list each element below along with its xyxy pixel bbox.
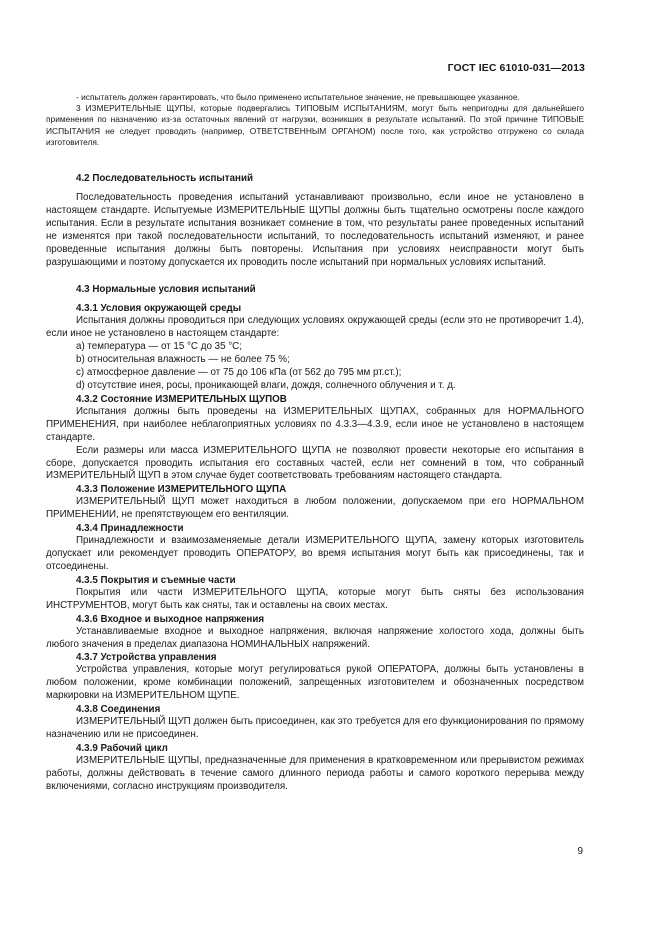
section-heading-4-3-3: 4.3.3 Положение ИЗМЕРИТЕЛЬНОГО ЩУПА (76, 484, 287, 496)
section-text-4-3-6: Устанавливаемые входное и выходное напряжения, включая напряжение холостого хода, должны быть любого значения в пределах диапазона НОМИНАЛЬНЫХ напряжений. (46, 625, 584, 650)
list-item-a: a) температура — от 15 °С до 35 °С; (76, 341, 242, 353)
list-item-c: c) атмосферное давление — от 75 до 106 кПа (от 562 до 795 мм рт.ст.); (76, 367, 402, 379)
list-item-d: d) отсутствие инея, росы, проникающей влаги, дождя, солнечного облучения и т. д. (76, 379, 456, 391)
section-heading-4-3-6: 4.3.6 Входное и выходное напряжения (76, 613, 265, 625)
section-text-4-3-2-a: Испытания должны быть проведены на ИЗМЕРИТЕЛЬНЫХ ЩУПАХ, собранных для НОРМАЛЬНОГО ПРИМЕНЕНИЯ, при наиболее неблагоприятных условиях по 4.3.3—4.3.9, если иное не установлено в настоящем стандарте. (46, 405, 584, 443)
page-number: 9 (577, 846, 583, 857)
section-heading-4-3-1: 4.3.1 Условия окружающей среды (76, 303, 242, 315)
document-header: ГОСТ IEC 61010-031—2013 (447, 62, 585, 74)
note-paragraph-2: 3 ИЗМЕРИТЕЛЬНЫЕ ЩУПЫ, которые подвергались ТИПОВЫМ ИСПЫТАНИЯМ, могут быть непригодны для дальнейшего применения по назначению из-за остаточных явлений от нагрузки, возникших в результате испытаний. По этой причине ТИПОВЫЕ ИСПЫТАНИЯ не следует проводить (например, ОТВЕТСТВЕННЫМ ОРГАНОМ) после того, как устройство отгружено со склада изготовителя. (46, 103, 584, 147)
section-heading-4-3: 4.3 Нормальные условия испытаний (76, 284, 256, 296)
section-text-4-3-5: Покрытия или части ИЗМЕРИТЕЛЬНОГО ЩУПА, которые могут быть сняты без использования ИНСТРУМЕНТОВ, могут быть как сняты, так и оставлены на своих местах. (46, 586, 584, 611)
section-text-4-3-9: ИЗМЕРИТЕЛЬНЫЕ ЩУПЫ, предназначенные для применения в кратковременном или прерывистом режимах работы, должны действовать в течение самого длинного периода работы и самого короткого перерыва между включениями, согласно инструкциям производителя. (46, 755, 584, 792)
section-text-4-3-4: Принадлежности и взаимозаменяемые детали ИЗМЕРИТЕЛЬНОГО ЩУПА, замену которых изготовитель допускает или рекомендует проводить ОПЕРАТОРУ, во время испытания могут быть как присоединены, так и отсоединены. (46, 535, 584, 572)
list-item-b: b) относительная влажность — не более 75 %; (76, 354, 290, 366)
section-heading-4-3-4: 4.3.4 Принадлежности (76, 523, 184, 535)
section-heading-4-3-7: 4.3.7 Устройства управления (76, 652, 217, 664)
section-text-4-3-7: Устройства управления, которые могут регулироваться рукой ОПЕРАТОРА, должны быть установлены в любом положении, кроме комбинации положений, запрещенных изготовителем и обозначенных посредством маркировки на ИЗМЕРИТЕЛЬНОМ ЩУПЕ. (46, 664, 584, 702)
section-heading-4-2: 4.2 Последовательность испытаний (76, 173, 253, 185)
section-text-4-3-8: ИЗМЕРИТЕЛЬНЫЙ ЩУП должен быть присоединен, как это требуется для его функционирования по прямому назначению или не присоединен. (46, 716, 584, 741)
section-text-4-2: Последовательность проведения испытаний устанавливают произвольно, если иное не установлено в настоящем стандарте. Испытуемые ИЗМЕРИТЕЛЬНЫЕ ЩУПЫ должны быть тщательно осмотрены после каждого испытания. Если в результате испытания возникает сомнение в том, что результаты ранее проведенных испытаний не изменятся при такой последовательности испытаний, то последовательность испытаний изменяют, и ранее проведенные испытания должны быть повторены. Испытания при условиях неисправности могут быть разрушающими и поэтому допускается их проводить после испытаний при нормальных условиях испытаний. (46, 192, 584, 268)
section-heading-4-3-2: 4.3.2 Состояние ИЗМЕРИТЕЛЬНЫХ ЩУПОВ (76, 393, 287, 405)
section-text-4-3-3: ИЗМЕРИТЕЛЬНЫЙ ЩУП может находиться в любом положении, допускаемом при его НОРМАЛЬНОМ ПРИМЕНЕНИИ, не препятствующем его вентиляции. (46, 496, 584, 521)
section-text-4-3-1: Испытания должны проводиться при следующих условиях окружающей среды (если это не противоречит 1.4), если иное не установлено в настоящем стандарте: (46, 315, 584, 340)
section-heading-4-3-9: 4.3.9 Рабочий цикл (76, 743, 168, 755)
section-heading-4-3-5: 4.3.5 Покрытия и съемные части (76, 574, 236, 586)
section-heading-4-3-8: 4.3.8 Соединения (76, 704, 161, 716)
note-paragraph-1: - испытатель должен гарантировать, что было применено испытательное значение, не превышающее указанное. (76, 92, 520, 102)
section-text-4-3-2-b: Если размеры или масса ИЗМЕРИТЕЛЬНОГО ЩУПА не позволяют провести некоторые его испытания в сборе, допускается проводить испытания его составных частей, если нет сомнений в том, что собранный ИЗМЕРИТЕЛЬНЫЙ ЩУП в этом случае будет соответствовать требованиям настоящего стандарта. (46, 444, 584, 482)
page-content (46, 92, 584, 794)
